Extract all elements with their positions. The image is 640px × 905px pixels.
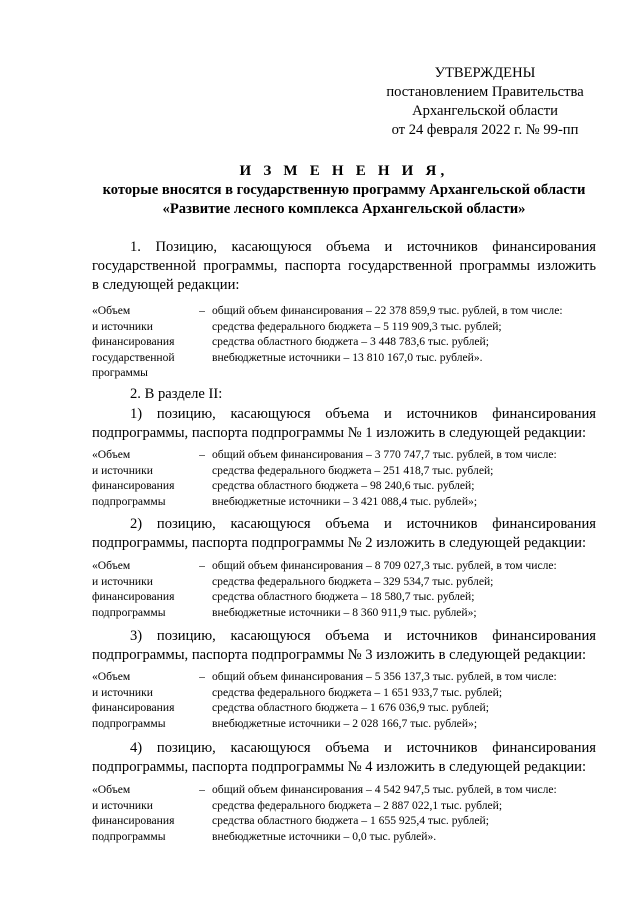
box-values <box>212 669 600 731</box>
paragraph-line: подпрограммы, паспорта подпрограммы № 4 изложить в следующей редакции: <box>92 759 587 775</box>
box-label-line: подпрограммы <box>92 716 166 730</box>
box-values <box>212 558 600 620</box>
section-2-label <box>92 385 596 404</box>
box-dash: – <box>199 304 205 317</box>
box-label <box>92 303 192 381</box>
approval-line: Архангельской области <box>412 103 558 119</box>
sub-3-paragraph <box>92 627 596 665</box>
box-label <box>92 447 192 509</box>
box-value-line: средства федерального бюджета – 5 119 909,3 тыс. рублей; <box>212 319 502 333</box>
box-dash: – <box>199 783 205 796</box>
box-value-line: общий объем финансирования – 8 709 027,3 тыс. рублей, в том числе: <box>212 559 557 572</box>
box-value-line: средства областного бюджета – 18 580,7 тыс. рублей; <box>212 590 475 604</box>
box-label-line: и источники <box>92 685 153 699</box>
box-value-line: общий объем финансирования – 5 356 137,3 тыс. рублей, в том числе: <box>212 670 557 683</box>
box-dash: – <box>199 559 205 572</box>
box-dash: – <box>199 670 205 683</box>
box-value-line: средства федерального бюджета – 2 887 022,1 тыс. рублей; <box>212 798 503 812</box>
box-value-line: общий объем финансирования – 3 770 747,7 тыс. рублей, в том числе: <box>212 448 557 461</box>
box-label-line: «Объем <box>92 670 131 683</box>
box-value-line: средства федерального бюджета – 1 651 933,7 тыс. рублей; <box>212 685 503 699</box>
sub-1-paragraph <box>92 405 596 443</box>
document-heading <box>60 162 628 219</box>
box-label <box>92 558 192 620</box>
paragraph-line: в следующей редакции: <box>92 277 240 293</box>
approval-line: постановлением Правительства <box>386 84 584 100</box>
paragraph-line: подпрограммы, паспорта подпрограммы № 1 изложить в следующей редакции: <box>92 425 587 441</box>
box-label-line: финансирования <box>92 701 175 715</box>
box-label-line: подпрограммы <box>92 605 166 619</box>
box-value-line: внебюджетные источники – 2 028 166,7 тыс. рублей»; <box>212 716 478 730</box>
box-label-line: подпрограммы <box>92 494 166 508</box>
approval-title: УТВЕРЖДЕНЫ <box>434 65 536 81</box>
box-label-line: программы <box>92 366 148 380</box>
box-value-line: общий объем финансирования – 4 542 947,5 тыс. рублей, в том числе: <box>212 783 557 796</box>
box-dash: – <box>199 448 205 461</box>
sub-4-funding-box <box>92 782 596 846</box>
box-label-line: финансирования <box>92 335 175 349</box>
box-label-line: подпрограммы <box>92 829 166 843</box>
box-values <box>212 303 600 365</box>
box-values <box>212 782 600 844</box>
paragraph-line: 4) позицию, касающуюся объема и источников финансирования <box>130 740 596 756</box>
box-label-line: финансирования <box>92 479 175 493</box>
paragraph-line: государственной программы, паспорта государственной программы изложить <box>92 258 596 274</box>
box-value-line: внебюджетные источники – 8 360 911,9 тыс. рублей»; <box>212 605 477 619</box>
paragraph-line: 2) позицию, касающуюся объема и источников финансирования <box>130 516 596 532</box>
paragraph-line: 1. Позицию, касающуюся объема и источников финансирования <box>130 239 596 255</box>
box-value-line: средства областного бюджета – 1 655 925,4 тыс. рублей; <box>212 814 489 828</box>
box-label-line: государственной <box>92 350 175 364</box>
box-label-line: и источники <box>92 574 153 588</box>
paragraph-line: подпрограммы, паспорта подпрограммы № 3 изложить в следующей редакции: <box>92 647 587 663</box>
box-label-line: «Объем <box>92 448 131 461</box>
heading-title: И З М Е Н Е Н И Я, <box>239 163 449 179</box>
box-value-line: внебюджетные источники – 13 810 167,0 тыс. рублей». <box>212 350 483 364</box>
box-value-line: внебюджетные источники – 0,0 тыс. рублей». <box>212 829 437 843</box>
paragraph-line: 3) позицию, касающуюся объема и источников финансирования <box>130 628 596 644</box>
box-value-line: средства областного бюджета – 3 448 783,6 тыс. рублей; <box>212 335 489 349</box>
box-value-line: внебюджетные источники – 3 421 088,4 тыс. рублей»; <box>212 494 478 508</box>
item-1-funding-box <box>92 303 596 383</box>
sub-4-paragraph <box>92 739 596 777</box>
approval-block <box>370 64 600 140</box>
box-label-line: и источники <box>92 463 153 477</box>
box-value-line: средства федерального бюджета – 329 534,7 тыс. рублей; <box>212 574 494 588</box>
sub-3-funding-box <box>92 669 596 733</box>
box-value-line: средства областного бюджета – 1 676 036,9 тыс. рублей; <box>212 701 489 715</box>
box-label-line: и источники <box>92 319 153 333</box>
approval-line: от 24 февраля 2022 г. № 99-пп <box>391 122 579 138</box>
heading-line: которые вносятся в государственную программу Архангельской области <box>102 182 586 198</box>
box-label-line: «Объем <box>92 783 131 796</box>
item-1-paragraph <box>92 238 596 295</box>
paragraph-line: 1) позицию, касающуюся объема и источников финансирования <box>130 406 596 422</box>
sub-2-paragraph <box>92 515 596 553</box>
sub-1-funding-box <box>92 447 596 511</box>
box-values <box>212 447 600 509</box>
sub-2-funding-box <box>92 558 596 622</box>
box-label-line: и источники <box>92 798 153 812</box>
box-label <box>92 782 192 844</box>
box-label <box>92 669 192 731</box>
box-label-line: «Объем <box>92 304 131 317</box>
box-value-line: средства областного бюджета – 98 240,6 тыс. рублей; <box>212 479 475 493</box>
box-label-line: финансирования <box>92 590 175 604</box>
box-value-line: средства федерального бюджета – 251 418,7 тыс. рублей; <box>212 463 494 477</box>
heading-line: «Развитие лесного комплекса Архангельской области» <box>162 201 526 217</box>
box-value-line: общий объем финансирования – 22 378 859,9 тыс. рублей, в том числе: <box>212 304 563 317</box>
paragraph-line: 2. В разделе II: <box>130 386 223 402</box>
paragraph-line: подпрограммы, паспорта подпрограммы № 2 изложить в следующей редакции: <box>92 535 587 551</box>
box-label-line: «Объем <box>92 559 131 572</box>
box-label-line: финансирования <box>92 814 175 828</box>
